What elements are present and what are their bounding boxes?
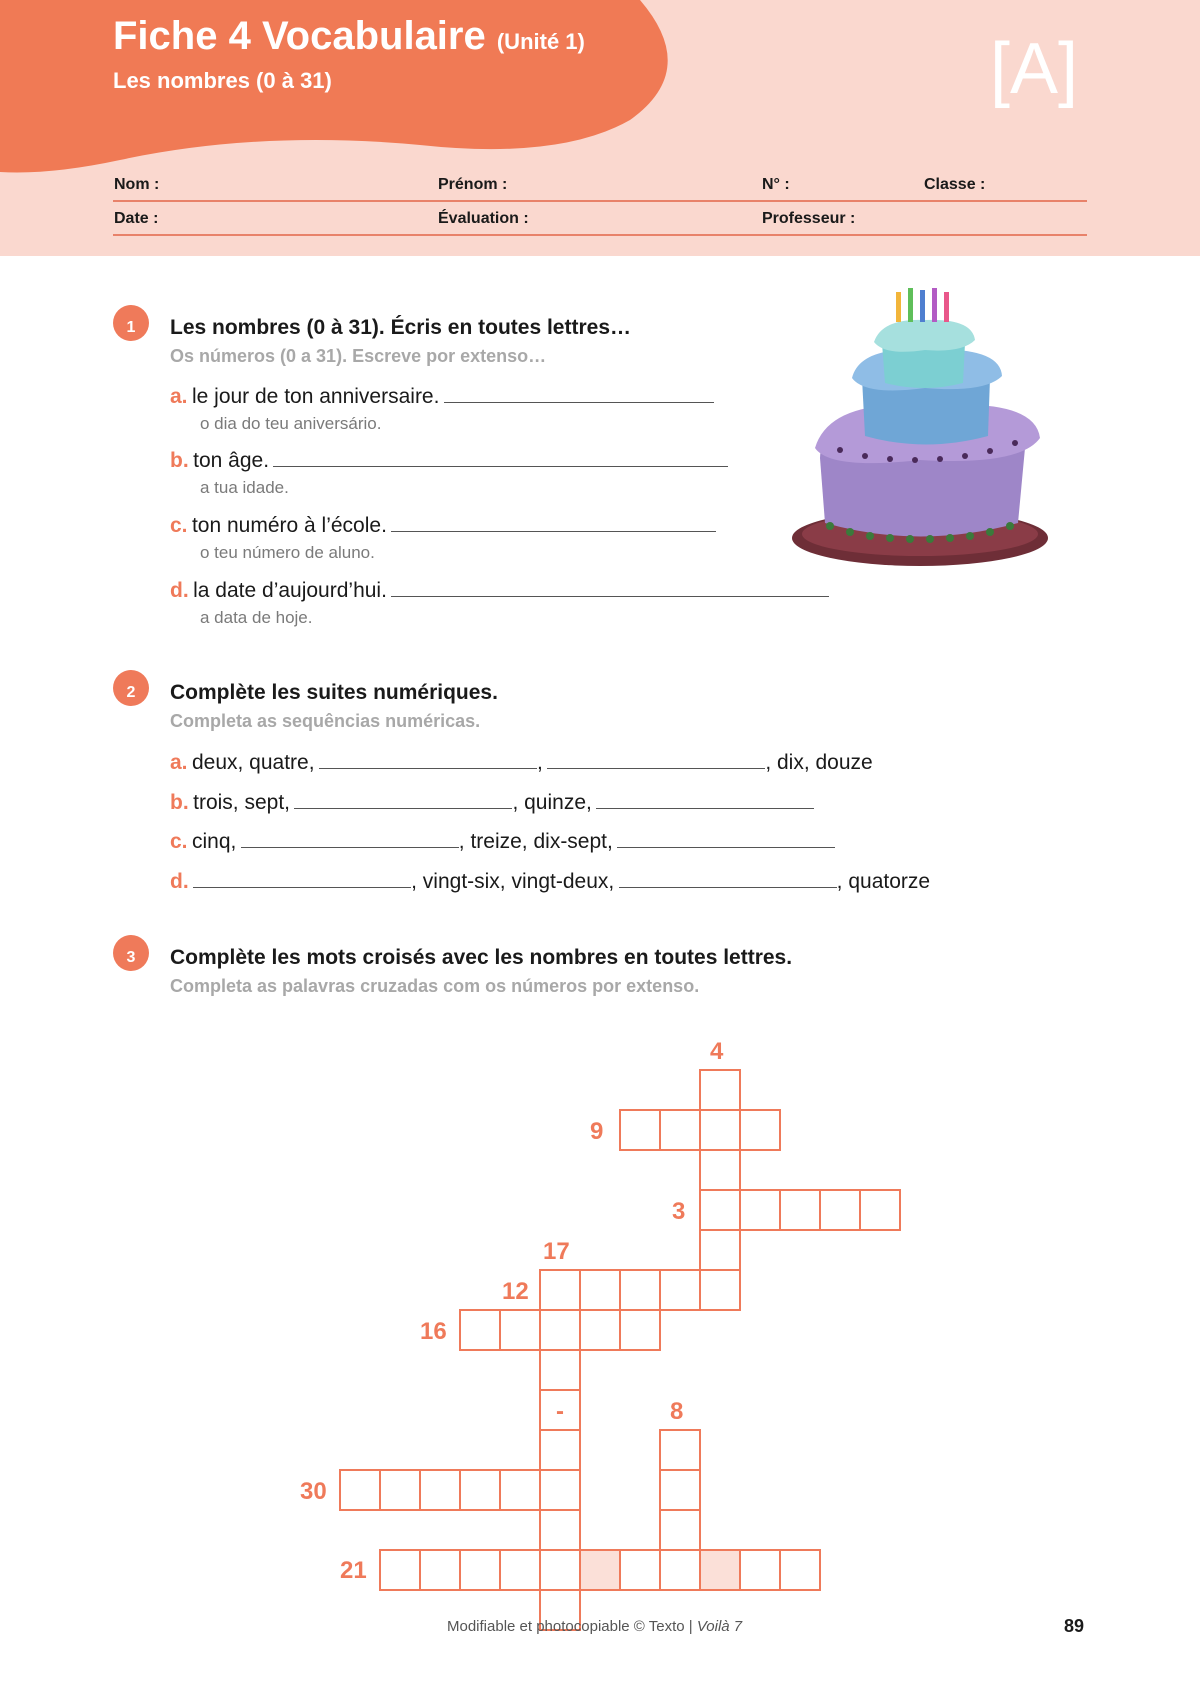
- ex2-item-d-part2: , vingt-six, vingt-deux,: [411, 870, 615, 893]
- field-evaluation: Évaluation :: [438, 210, 529, 227]
- footer-book: Voilà 7: [696, 1618, 743, 1635]
- crossword-cell[interactable]: [420, 1550, 460, 1590]
- crossword-cell[interactable]: [500, 1550, 540, 1590]
- crossword-cell[interactable]: [540, 1510, 580, 1550]
- crossword-cell[interactable]: [540, 1310, 580, 1350]
- crossword-cell[interactable]: [540, 1470, 580, 1510]
- exercise-3-title: Complète les mots croisés avec les nombres en toutes lettres.: [170, 946, 793, 969]
- ex1-item-a-translation: o dia do teu aniversário.: [200, 414, 382, 433]
- level-badge: [A]: [990, 29, 1079, 109]
- clue-number-4: 4: [710, 1038, 724, 1065]
- crossword-cell[interactable]: [700, 1270, 740, 1310]
- crossword-cell[interactable]: [860, 1190, 900, 1230]
- ex2-item-a-letter: a.: [170, 751, 188, 774]
- crossword-cell[interactable]: [460, 1550, 500, 1590]
- crossword-cell[interactable]: [780, 1550, 820, 1590]
- page-number: 89: [1064, 1616, 1085, 1636]
- crossword-cell[interactable]: [700, 1070, 740, 1110]
- ex2-item-c-part2: , treize, dix-sept,: [458, 830, 613, 853]
- crossword-cell[interactable]: [580, 1270, 620, 1310]
- clue-number-9: 9: [590, 1118, 604, 1145]
- crossword-cell[interactable]: [740, 1110, 780, 1150]
- crossword-hyphen: -: [556, 1398, 564, 1425]
- crossword-cell[interactable]: [620, 1110, 660, 1150]
- exercise-3-badge: 3: [113, 935, 149, 971]
- crossword-cell[interactable]: [700, 1550, 740, 1590]
- ex1-item-b-text: ton âge.: [193, 449, 270, 472]
- exercise-1-title: Les nombres (0 à 31). Écris en toutes lettres…: [170, 316, 631, 339]
- exercise-2-translation: Completa as sequências numéricas.: [170, 711, 481, 731]
- crossword-cell[interactable]: [620, 1310, 660, 1350]
- ex2-item-c-part1: cinq,: [191, 830, 237, 853]
- field-classe: Classe :: [924, 176, 986, 193]
- ex1-item-d-text: la date d’aujourd’hui.: [193, 579, 387, 602]
- ex2-item-a-part3: , dix, douze: [765, 751, 873, 774]
- clue-number-17: 17: [543, 1238, 570, 1265]
- crossword-cell[interactable]: [700, 1190, 740, 1230]
- ex1-item-b-letter: b.: [170, 449, 189, 472]
- crossword-cell[interactable]: [620, 1550, 660, 1590]
- ex1-item-a-letter: a.: [170, 385, 188, 408]
- field-numero: N° :: [762, 176, 790, 193]
- unit-label: (Unité 1): [496, 29, 585, 54]
- field-professeur: Professeur :: [762, 210, 856, 227]
- ex2-item-d-part3: , quatorze: [836, 870, 931, 893]
- crossword-cell[interactable]: [420, 1470, 460, 1510]
- field-date: Date :: [114, 210, 159, 227]
- exercise-1-translation: Os números (0 a 31). Escreve por extenso…: [170, 346, 547, 366]
- crossword-cell[interactable]: [500, 1470, 540, 1510]
- field-nom: Nom :: [114, 176, 160, 193]
- ex2-item-a-part2: ,: [537, 751, 543, 774]
- crossword-cell[interactable]: [540, 1430, 580, 1470]
- footer-credit: Modifiable et photocopiable © Texto | Voilà 7: [447, 1618, 743, 1635]
- crossword-cell[interactable]: [580, 1310, 620, 1350]
- clue-number-12: 12: [502, 1278, 529, 1305]
- ex1-item-d-letter: d.: [170, 579, 189, 602]
- ex1-item-a-text: le jour de ton anniversaire.: [191, 385, 440, 408]
- exercise-3-translation: Completa as palavras cruzadas com os números por extenso.: [170, 976, 700, 996]
- crossword-cell[interactable]: [660, 1510, 700, 1550]
- ex1-item-c-translation: o teu número de aluno.: [200, 543, 375, 562]
- clue-number-8: 8: [670, 1398, 684, 1425]
- ex2-item-b-letter: b.: [170, 791, 189, 814]
- crossword-cell[interactable]: [580, 1550, 620, 1590]
- crossword-cell[interactable]: [660, 1550, 700, 1590]
- crossword-cell[interactable]: [660, 1470, 700, 1510]
- crossword-cell[interactable]: [700, 1230, 740, 1270]
- crossword-cell[interactable]: [380, 1470, 420, 1510]
- crossword-cell[interactable]: [740, 1550, 780, 1590]
- crossword-cell[interactable]: [740, 1190, 780, 1230]
- crossword-cell[interactable]: [660, 1270, 700, 1310]
- crossword-cell[interactable]: [540, 1350, 580, 1390]
- ex2-item-b-part2: , quinze,: [512, 791, 592, 814]
- crossword-cell[interactable]: [460, 1470, 500, 1510]
- crossword-cell[interactable]: [780, 1190, 820, 1230]
- exercise-1-badge: 1: [113, 305, 149, 341]
- field-prenom: Prénom :: [438, 176, 508, 193]
- crossword-cell[interactable]: [460, 1310, 500, 1350]
- ex2-item-b-part1: trois, sept,: [193, 791, 290, 814]
- crossword-cell[interactable]: [700, 1110, 740, 1150]
- crossword-cell[interactable]: [820, 1190, 860, 1230]
- clue-number-16: 16: [420, 1318, 447, 1345]
- ex1-item-c-text: ton numéro à l’école.: [191, 514, 387, 537]
- clue-number-30: 30: [300, 1478, 327, 1505]
- crossword-cell[interactable]: [660, 1110, 700, 1150]
- page-title: Fiche 4 Vocabulaire (Unité 1): [113, 14, 585, 58]
- ex1-item-b-translation: a tua idade.: [200, 478, 289, 497]
- clue-number-3: 3: [672, 1198, 686, 1225]
- crossword-cell[interactable]: [660, 1430, 700, 1470]
- page-subtitle: Les nombres (0 à 31): [113, 68, 332, 93]
- clue-number-21: 21: [340, 1557, 367, 1584]
- ex1-item-c-letter: c.: [170, 514, 188, 537]
- crossword-cell[interactable]: [540, 1550, 580, 1590]
- ex2-item-a-part1: deux, quatre,: [191, 751, 315, 774]
- crossword-cell[interactable]: [340, 1470, 380, 1510]
- ex2-item-c-letter: c.: [170, 830, 188, 853]
- exercise-2-badge: 2: [113, 670, 149, 706]
- ex1-item-d-translation: a data de hoje.: [200, 608, 313, 627]
- ex2-item-d-letter: d.: [170, 870, 189, 893]
- crossword-cell[interactable]: [700, 1150, 740, 1190]
- crossword-cell[interactable]: [540, 1270, 580, 1310]
- crossword-cell[interactable]: [380, 1550, 420, 1590]
- crossword-cell[interactable]: [620, 1270, 660, 1310]
- crossword-cell[interactable]: [500, 1310, 540, 1350]
- exercise-2-title: Complète les suites numériques.: [170, 681, 498, 704]
